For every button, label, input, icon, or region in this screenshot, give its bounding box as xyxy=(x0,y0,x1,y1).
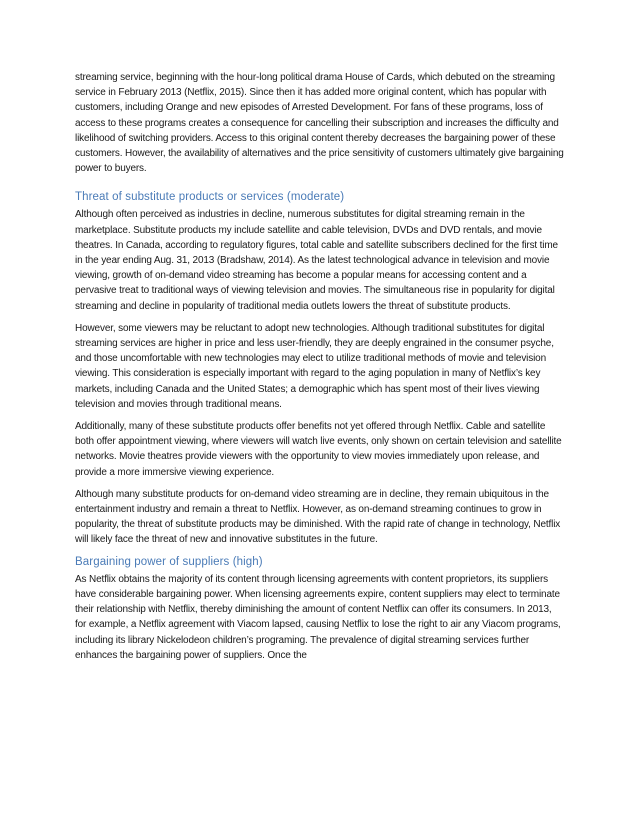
section-heading-substitutes: Threat of substitute products or services (moderate) xyxy=(75,191,345,204)
substitutes-paragraph-3: Additionally, many of these substitute products offer benefits not yet offered through Netflix. Cable and satellite both offer appointment viewing, where viewers will watch live events, only shown on certain television and satellite networks. Movie theatres provide viewers with the opportunity to view movies immediately upon release, and provide a more immersive viewing experience. xyxy=(75,421,562,478)
section-heading-suppliers: Bargaining power of suppliers (high) xyxy=(75,555,263,568)
substitutes-paragraph-1: Although often perceived as industries in decline, numerous substitutes for digital streaming remain in the marketplace. Substitute products my include satellite and cable television, DVDs and DVD rentals, and movie theatres. In Canada, according to regulatory figures, total cable and satellite subscribers declined for the first time in the year ending Aug. 31, 2013 (Bradshaw, 2014). As the latest technological advance in television and movie viewing, growth of on-demand video streaming has become a popular means for accessing content and a pervasive treat to traditional ways of viewing television and movies. The simultaneous rise in popularity for digital streaming and decline in popularity of traditional media outlets lowers the threat of substitute products. xyxy=(75,209,558,312)
document-body xyxy=(75,70,565,670)
substitutes-paragraph-4: Although many substitute products for on-demand video streaming are in decline, they remain ubiquitous in the entertainment industry and remain a threat to Netflix. However, as on-demand streaming continues to grow in popularity, the threat of substitute products may be diminished. With the rapid rate of change in technology, Netflix will likely face the threat of new and innovative substitutes in the future. xyxy=(75,488,561,546)
suppliers-paragraph-1: As Netflix obtains the majority of its content through licensing agreements with content proprietors, its suppliers have considerable bargaining power. When licensing agreements expire, content suppliers may elect to terminate their relationship with Netflix, thereby diminishing the amount of content Netflix can offer its consumers. In 2013, for example, a Netflix agreement with Viacom lapsed, causing Netflix to lose the right to air any Viacom programs, including its library Nickelodeon children’s programing. The prevalence of digital streaming services further enhances the bargaining power of suppliers. Once the xyxy=(75,573,561,661)
substitutes-paragraph-2: However, some viewers may be reluctant to adopt new technologies. Although traditional substitutes for digital streaming services are higher in price and less user-friendly, they are deeply engrained in the consumer psyche, and those uncomfortable with new technologies may elect to utilize traditional methods of movie and television viewing. This consideration is especially important with regard to the aging population in many of Netflix’s key markets, including Canada and the United States; a demographic which has spent most of their lives viewing television and movies through traditional means. xyxy=(75,322,554,410)
intro-paragraph: streaming service, beginning with the hour-long political drama House of Cards, which debuted on the streaming service in February 2013 (Netflix, 2015). Since then it has added more original content, which has popular with customers, including Orange and new episodes of Arrested Development. For fans of these programs, loss of access to these programs creates a consequence for cancelling their subscription and increases the difficulty and likelihood of switching providers. Access to this original content thereby decreases the bargaining power of these customers. However, the availability of alternatives and the price sensitivity of customers ultimately give bargaining power to buyers. xyxy=(75,72,564,175)
